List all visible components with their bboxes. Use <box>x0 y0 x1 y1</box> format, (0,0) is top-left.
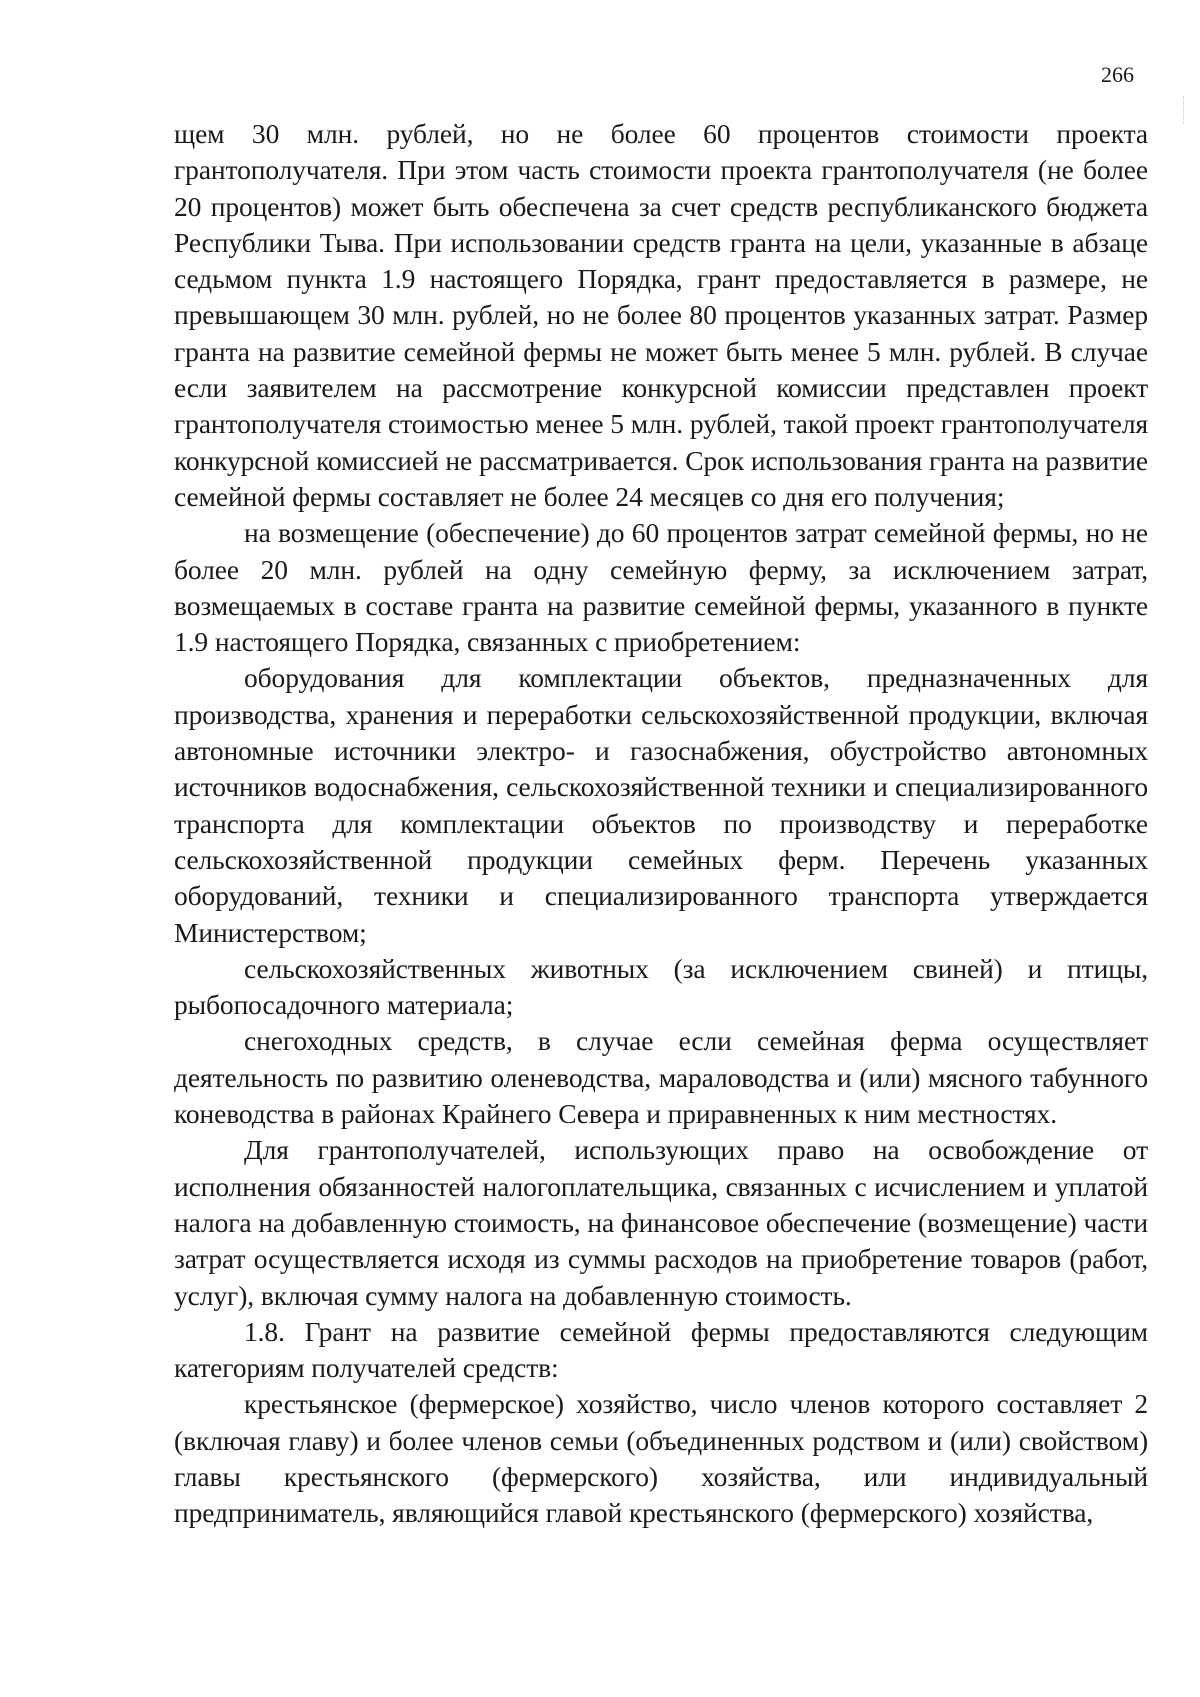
page-number: 266 <box>1101 62 1134 87</box>
document-body <box>174 116 1148 1532</box>
paragraph: снегоходных средств, в случае если семейная ферма осуществляет деятельность по развитию оленеводства, мараловодства и (или) мясного табунного коневодства в районах Крайнего Севера и приравненных к ним местностях. <box>174 1025 1148 1130</box>
paragraph: Для грантополучателей, использующих право на освобождение от исполнения обязанностей налогоплательщика, связанных с исчислением и уплатой налога на добавленную стоимость, на финансовое обеспечение (возмещение) части затрат осуществляется исходя из суммы расходов на приобретение товаров (работ, услуг), включая сумму налога на добавленную стоимость. <box>174 1134 1148 1311</box>
paragraph: на возмещение (обеспечение) до 60 процентов затрат семейной фермы, но не более 20 млн. рублей на одну семейную ферму, за исключением затрат, возмещаемых в составе гранта на развитие семейной фермы, указанного в пункте 1.9 настоящего Порядка, связанных с приобретением: <box>174 517 1148 658</box>
paragraph-continuation: щем 30 млн. рублей, но не более 60 процентов стоимости проекта грантополучателя. При этом часть стоимости проекта грантополучателя (не более 20 процентов) может быть обеспечена за счет средств республиканского бюджета Республики Тыва. При использовании средств гранта на цели, указанные в абзаце седьмом пункта 1.9 настоящего Порядка, грант предоставляется в размере, не превышающем 30 млн. рублей, но не более 80 процентов указанных затрат. Размер гранта на развитие семейной фермы не может быть менее 5 млн. рублей. В случае если заявителем на рассмотрение конкурсной комиссии представлен проект грантополучателя стоимостью менее 5 млн. рублей, такой проект грантополучателя конкурсной комиссией не рассматривается. Срок использования гранта на развитие семейной фермы составляет не более 24 месяцев со дня его получения; <box>174 118 1148 512</box>
paragraph: оборудования для комплектации объектов, предназначенных для производства, хранения и переработки сельскохозяйственной продукции, включая автономные источники электро- и газоснабжения, обустройство автономных источников водоснабжения, сельскохозяйственной техники и специализированного транспорта для комплектации объектов по производству и переработке сельскохозяйственной продукции семейных ферм. Перечень указанных оборудований, техники и специализированного транспорта утверждается Министерством; <box>174 662 1148 948</box>
paragraph: крестьянское (фермерское) хозяйство, число членов которого составляет 2 (включая главу) и более членов семьи (объединенных родством и (или) свойством) главы крестьянского (фермерского) хозяйства, или индивидуальный предприниматель, являющийся главой крестьянского (фермерского) хозяйства, <box>174 1388 1148 1529</box>
scan-artifact <box>1183 96 1188 124</box>
paragraph: 1.8. Грант на развитие семейной фермы предоставляются следующим категориям получателей средств: <box>174 1315 1148 1384</box>
paragraph: сельскохозяйственных животных (за исключением свиней) и птицы, рыбопосадочного материала; <box>174 952 1148 1021</box>
